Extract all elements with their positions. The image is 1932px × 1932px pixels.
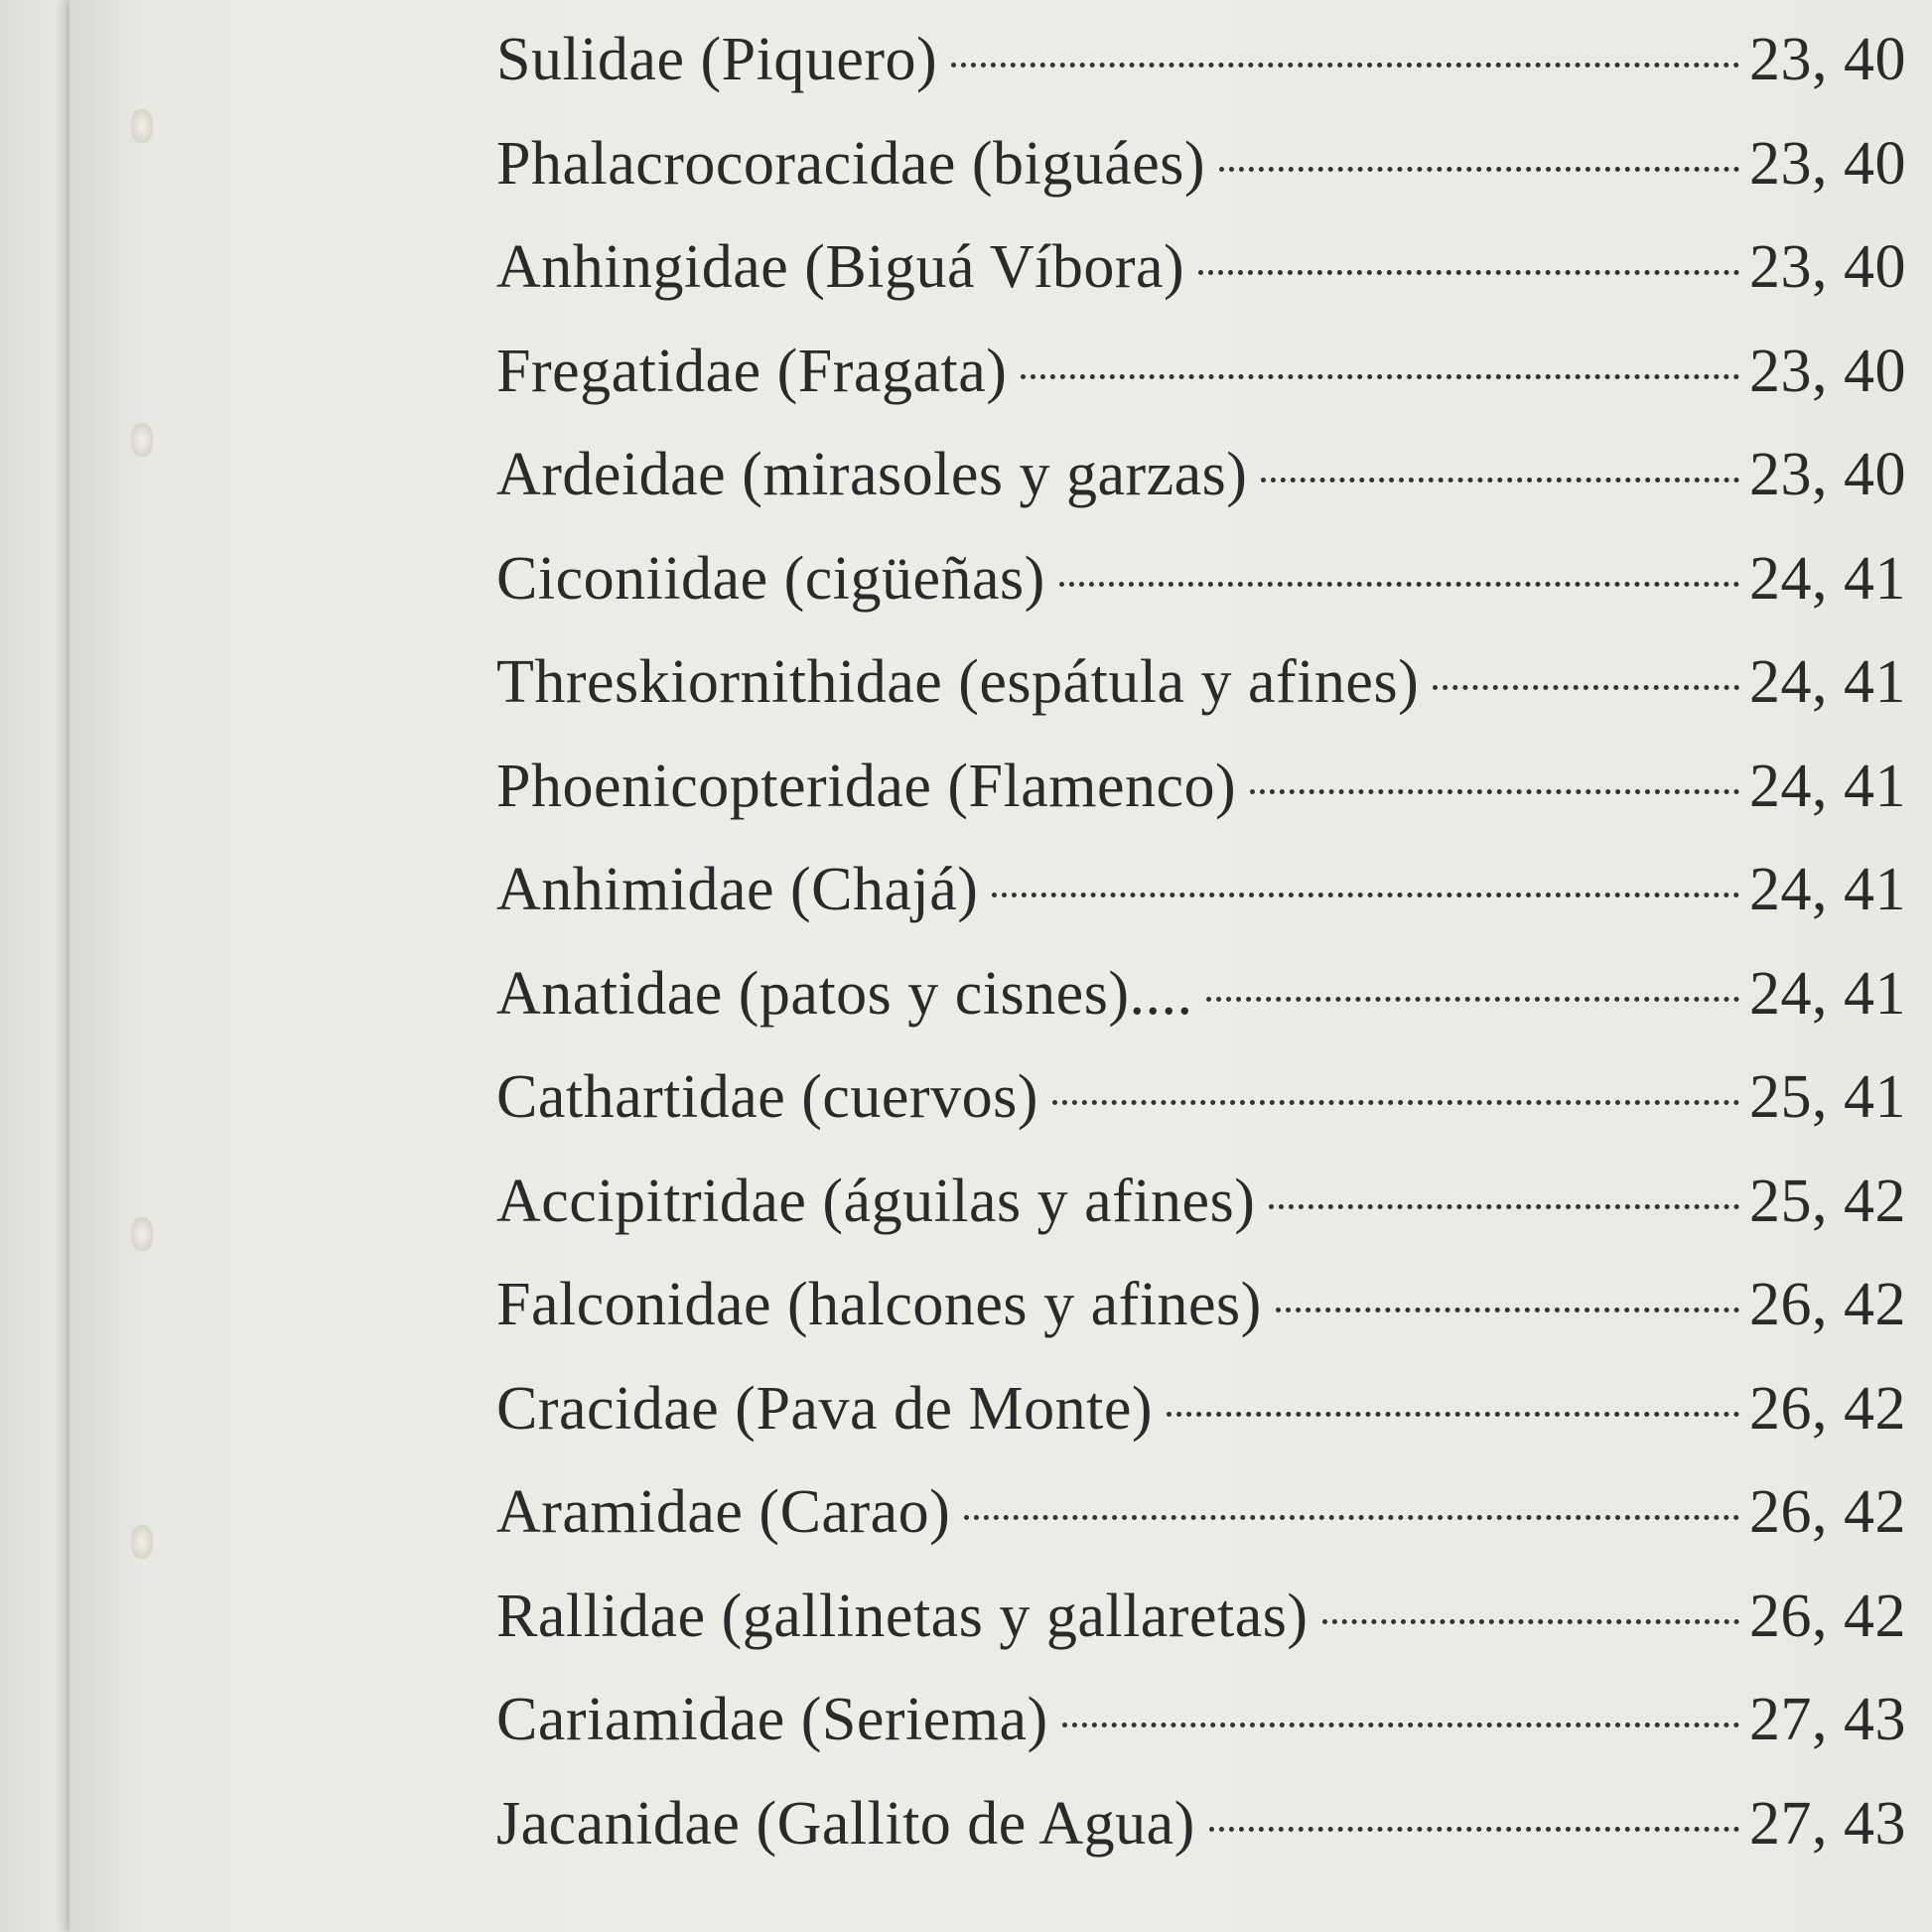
dot-leader xyxy=(964,1515,1739,1520)
dot-leader xyxy=(1261,478,1739,483)
entry-pages: 23, 40 xyxy=(1749,129,1906,198)
entry-name: Jacanidae (Gallito de Agua) xyxy=(496,1789,1195,1858)
entry-name: Cathartidae (cuervos) xyxy=(496,1063,1038,1131)
index-entry xyxy=(496,215,1906,320)
entry-pages: 24, 41 xyxy=(1749,856,1906,923)
dot-leader xyxy=(1269,1204,1739,1209)
dot-leader xyxy=(1167,1412,1739,1417)
entry-pages: 23, 40 xyxy=(1749,441,1906,508)
binding-hole xyxy=(131,423,153,457)
index-entry xyxy=(496,1772,1906,1876)
entry-name: Phoenicopteridae (Flamenco) xyxy=(496,752,1237,820)
entry-pages: 26, 42 xyxy=(1749,1478,1906,1546)
entry-pages: 23, 40 xyxy=(1749,26,1906,93)
entry-name: Anhingidae (Biguá Víbora) xyxy=(496,233,1185,301)
dot-leader xyxy=(1021,374,1739,379)
index-entry xyxy=(496,1357,1906,1461)
index-entry xyxy=(496,527,1906,631)
dot-leader xyxy=(1250,789,1739,794)
entry-name: Falconidae (halcones y afines) xyxy=(496,1271,1262,1338)
entry-name: Threskiornithidae (espátula y afines) xyxy=(496,648,1420,716)
index-entry xyxy=(496,320,1906,424)
entry-name: Fregatidae (Fragata) xyxy=(496,337,1008,405)
book-page xyxy=(69,0,1932,1932)
entry-pages: 26, 42 xyxy=(1749,1374,1906,1443)
index-entry xyxy=(496,423,1906,527)
entry-pages: 25, 41 xyxy=(1749,1063,1906,1131)
entry-pages: 27, 43 xyxy=(1749,1686,1906,1753)
binding-hole xyxy=(131,109,153,143)
dot-leader xyxy=(1276,1308,1739,1312)
index-entry xyxy=(496,942,1906,1046)
entry-pages: 24, 41 xyxy=(1749,752,1906,820)
dot-leader xyxy=(1059,582,1739,587)
entry-pages: 27, 43 xyxy=(1749,1789,1906,1858)
dot-leader xyxy=(1219,167,1739,172)
entry-name: Anhimidae (Chajá) xyxy=(496,856,979,923)
dot-leader xyxy=(1209,1827,1739,1832)
dot-leader xyxy=(951,63,1739,68)
entry-pages: 26, 42 xyxy=(1749,1271,1906,1338)
entry-name: Ardeidae (mirasoles y garzas) xyxy=(496,441,1248,508)
entry-name: Aramidae (Carao) xyxy=(496,1478,951,1546)
binding-hole xyxy=(131,1217,153,1251)
binding-hole xyxy=(131,1525,153,1559)
index-entry xyxy=(496,735,1906,839)
dot-leader xyxy=(1198,270,1739,275)
dot-leader xyxy=(1322,1619,1740,1624)
entry-name: Cracidae (Pava de Monte) xyxy=(496,1374,1154,1443)
index-entry xyxy=(496,1253,1906,1357)
index-entry xyxy=(496,1668,1906,1772)
entry-pages: 23, 40 xyxy=(1749,233,1906,301)
entry-pages: 26, 42 xyxy=(1749,1582,1906,1650)
index-entry xyxy=(496,630,1906,735)
index-entry xyxy=(496,8,1906,112)
index-entry xyxy=(496,1565,1906,1669)
dot-leader xyxy=(1052,1100,1739,1105)
entry-name: Anatidae (patos y cisnes).... xyxy=(496,959,1193,1028)
entry-pages: 23, 40 xyxy=(1749,337,1906,405)
entry-pages: 25, 42 xyxy=(1749,1167,1906,1235)
index-entry xyxy=(496,1045,1906,1150)
index-entry xyxy=(496,1460,1906,1565)
dot-leader xyxy=(1433,685,1739,690)
dot-leader xyxy=(1206,997,1739,1002)
entry-name: Sulidae (Piquero) xyxy=(496,26,938,93)
entry-name: Accipitridae (águilas y afines) xyxy=(496,1167,1256,1235)
index-entry xyxy=(496,1150,1906,1254)
index-list xyxy=(496,8,1906,1875)
entry-name: Cariamidae (Seriema) xyxy=(496,1686,1048,1753)
index-entry xyxy=(496,112,1906,216)
entry-pages: 24, 41 xyxy=(1749,648,1906,716)
entry-name: Ciconiidae (cigüeñas) xyxy=(496,544,1045,613)
dot-leader xyxy=(1062,1723,1739,1727)
entry-pages: 24, 41 xyxy=(1749,959,1906,1028)
entry-name: Rallidae (gallinetas y gallaretas) xyxy=(496,1582,1309,1650)
index-entry xyxy=(496,838,1906,942)
entry-pages: 24, 41 xyxy=(1749,544,1906,613)
dot-leader xyxy=(992,893,1739,897)
entry-name: Phalacrocoracidae (biguáes) xyxy=(496,129,1206,198)
